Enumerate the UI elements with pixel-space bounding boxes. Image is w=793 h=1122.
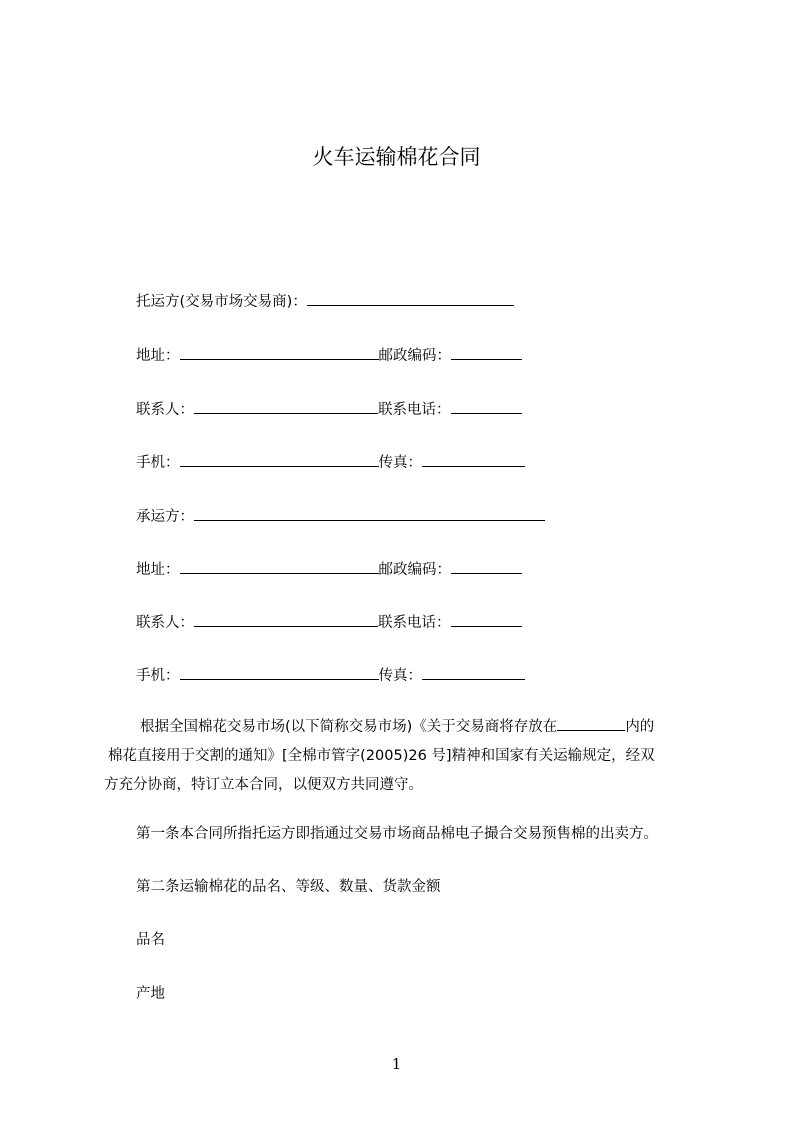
carrier-address-label: 地址： — [136, 562, 180, 578]
carrier-address-line — [136, 559, 522, 580]
intro-location-blank — [557, 716, 625, 731]
carrier-blank — [194, 506, 545, 521]
consignor-fax-label: 传真： — [378, 455, 422, 471]
carrier-contact-label: 联系人： — [136, 615, 194, 631]
carrier-mobile-line — [136, 665, 525, 686]
consignor-contact-label: 联系人： — [136, 402, 194, 418]
consignor-address-blank — [180, 345, 379, 360]
consignor-phone-label: 联系电话： — [378, 402, 451, 418]
carrier-postcode-label: 邮政编码： — [378, 562, 451, 578]
item-origin-label: 产地 — [136, 986, 165, 1002]
carrier-address-blank — [180, 559, 379, 574]
article-2: 第二条运输棉花的品名、等级、数量、货款金额 — [136, 879, 441, 895]
article-1: 第一条本合同所指托运方即指通过交易市场商品棉电子撮合交易预售棉的出卖方。 — [136, 826, 658, 842]
carrier-contact-blank — [194, 612, 378, 627]
consignor-fax-blank — [422, 452, 525, 467]
intro-paragraph — [104, 713, 724, 800]
carrier-postcode-blank — [451, 559, 522, 574]
carrier-mobile-blank — [180, 665, 379, 680]
document-title: 火车运输棉花合同 — [312, 145, 481, 169]
consignor-line — [136, 291, 514, 312]
carrier-fax-blank — [422, 665, 525, 680]
consignor-mobile-label: 手机： — [136, 455, 180, 471]
carrier-phone-blank — [451, 612, 522, 627]
consignor-address-label: 地址： — [136, 348, 180, 364]
consignor-blank — [307, 291, 514, 306]
intro-line-2: 棉花直接用于交割的通知》[全棉市管字(2005)26 号]精神和国家有关运输规定，经双 — [108, 748, 655, 764]
intro-line-1 — [104, 713, 724, 742]
carrier-fax-label: 传真： — [378, 668, 422, 684]
consignor-label: 托运方(交易市场交易商)： — [136, 294, 307, 310]
consignor-contact-line — [136, 399, 522, 420]
carrier-phone-label: 联系电话： — [378, 615, 451, 631]
consignor-mobile-line — [136, 452, 525, 473]
consignor-postcode-blank — [451, 345, 522, 360]
consignor-mobile-blank — [180, 452, 379, 467]
page-number: 1 — [391, 1055, 402, 1073]
item-name-label: 品名 — [136, 932, 165, 948]
carrier-contact-line — [136, 612, 522, 633]
intro-text-part1: 根据全国棉花交易市场(以下简称交易市场)《关于交易商将存放在 — [140, 719, 558, 735]
consignor-postcode-label: 邮政编码： — [378, 348, 451, 364]
consignor-address-line — [136, 345, 522, 366]
consignor-contact-blank — [194, 399, 378, 414]
carrier-line — [136, 506, 545, 527]
consignor-phone-blank — [451, 399, 522, 414]
carrier-label: 承运方： — [136, 509, 194, 525]
intro-line-3: 方充分协商，特订立本合同，以便双方共同遵守。 — [104, 777, 423, 793]
carrier-mobile-label: 手机： — [136, 668, 180, 684]
intro-text-part2: 内的 — [625, 719, 655, 735]
